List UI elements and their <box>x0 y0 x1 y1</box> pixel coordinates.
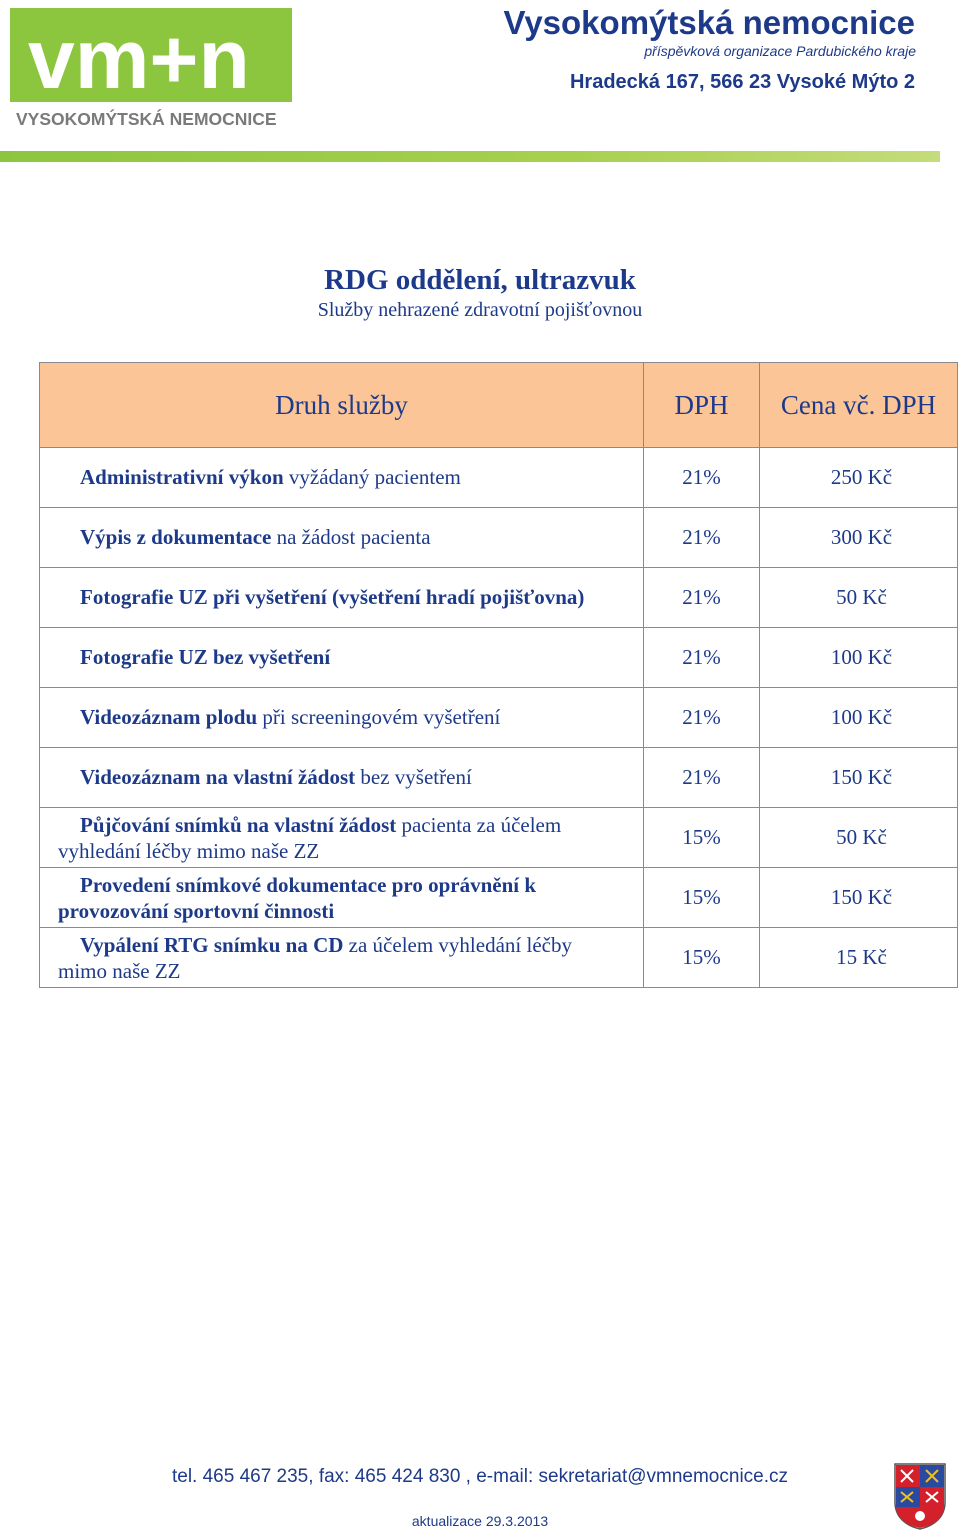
service-name-rest: na žádost pacienta <box>271 525 431 549</box>
service-name-bold: Videozáznam na vlastní žádost <box>80 765 356 789</box>
hospital-subtitle: příspěvková organizace Pardubického kraje <box>644 43 916 59</box>
service-name-bold: Fotografie UZ při vyšetření (vyšetření hradí pojišťovna) <box>80 585 585 609</box>
table-header-row <box>40 363 958 448</box>
service-name <box>40 568 644 628</box>
service-name-line2: vyhledání léčby mimo naše ZZ <box>58 838 320 863</box>
service-name <box>40 748 644 808</box>
service-name-rest: při screeningovém vyšetření <box>257 705 501 729</box>
table-row <box>40 508 958 568</box>
service-name-bold: Provedení snímkové dokumentace pro oprávnění k <box>80 872 537 897</box>
service-price: 50 Kč <box>760 568 958 628</box>
service-price: 150 Kč <box>760 748 958 808</box>
service-name <box>40 928 644 988</box>
service-name-bold: Administrativní výkon <box>80 465 284 489</box>
service-name-rest: za účelem vyhledání léčby <box>343 932 572 957</box>
service-price: 100 Kč <box>760 688 958 748</box>
service-name-bold: Vypálení RTG snímku na CD <box>80 932 344 957</box>
email-address[interactable]: sekretariat@vmnemocnice.cz <box>538 1466 789 1487</box>
service-name-rest: bez vyšetření <box>355 765 472 789</box>
logo-caption: VYSOKOMÝTSKÁ NEMOCNICE <box>16 109 277 129</box>
service-vat: 21% <box>644 688 760 748</box>
service-name <box>40 448 644 508</box>
tel-number: 465 467 235 <box>202 1466 309 1487</box>
service-name-bold: Videozáznam plodu <box>80 705 258 729</box>
header-service-type: Druh služby <box>40 363 644 448</box>
tel-label: tel. <box>171 1466 203 1487</box>
service-name-rest: vyžádaný pacientem <box>283 465 461 489</box>
service-vat: 15% <box>644 868 760 928</box>
fax-number: 465 424 830 <box>354 1466 461 1487</box>
page-subtitle: Služby nehrazené zdravotní pojišťovnou <box>317 299 643 321</box>
service-name-line2: provozování sportovní činnosti <box>58 898 335 923</box>
service-price: 100 Kč <box>760 628 958 688</box>
service-vat: 21% <box>644 448 760 508</box>
hospital-name: Vysokomýtská nemocnice <box>503 4 915 41</box>
service-vat: 21% <box>644 628 760 688</box>
logo-mark: vm+n <box>28 12 250 106</box>
table-row <box>40 688 958 748</box>
service-price: 150 Kč <box>760 868 958 928</box>
footer-contact <box>0 1466 960 1488</box>
header-price-incl-vat: Cena vč. DPH <box>760 363 958 448</box>
page-title: RDG oddělení, ultrazvuk <box>324 264 636 296</box>
service-vat: 21% <box>644 568 760 628</box>
service-vat: 15% <box>644 808 760 868</box>
header-divider <box>0 151 940 162</box>
service-price: 15 Kč <box>760 928 958 988</box>
table-row <box>40 628 958 688</box>
service-vat: 15% <box>644 928 760 988</box>
service-name-rest: pacienta za účelem <box>396 812 562 837</box>
logo-graphic <box>10 8 292 130</box>
service-name-bold: Výpis z dokumentace <box>80 525 272 549</box>
table-row <box>40 748 958 808</box>
service-price: 250 Kč <box>760 448 958 508</box>
service-name <box>40 508 644 568</box>
table-row <box>40 808 958 868</box>
service-name <box>40 688 644 748</box>
hospital-address: Hradecká 167, 566 23 Vysoké Mýto 2 <box>569 71 915 93</box>
email-label: , e-mail: <box>460 1466 539 1487</box>
service-name-bold: Fotografie UZ bez vyšetření <box>80 645 331 669</box>
price-table <box>39 362 958 988</box>
service-price: 50 Kč <box>760 808 958 868</box>
service-name-bold: Půjčování snímků na vlastní žádost <box>80 812 397 837</box>
fax-label: , fax: <box>308 1466 355 1487</box>
header-vat: DPH <box>644 363 760 448</box>
service-vat: 21% <box>644 748 760 808</box>
service-price: 300 Kč <box>760 508 958 568</box>
update-date: aktualizace 29.3.2013 <box>411 1513 549 1529</box>
table-row <box>40 868 958 928</box>
service-name <box>40 868 644 928</box>
service-vat: 21% <box>644 508 760 568</box>
table-row <box>40 568 958 628</box>
regional-emblem-icon <box>893 1462 947 1530</box>
table-row <box>40 928 958 988</box>
service-name <box>40 808 644 868</box>
service-name <box>40 628 644 688</box>
table-row <box>40 448 958 508</box>
hospital-logo <box>10 8 292 130</box>
service-name-line2: mimo naše ZZ <box>58 958 181 983</box>
